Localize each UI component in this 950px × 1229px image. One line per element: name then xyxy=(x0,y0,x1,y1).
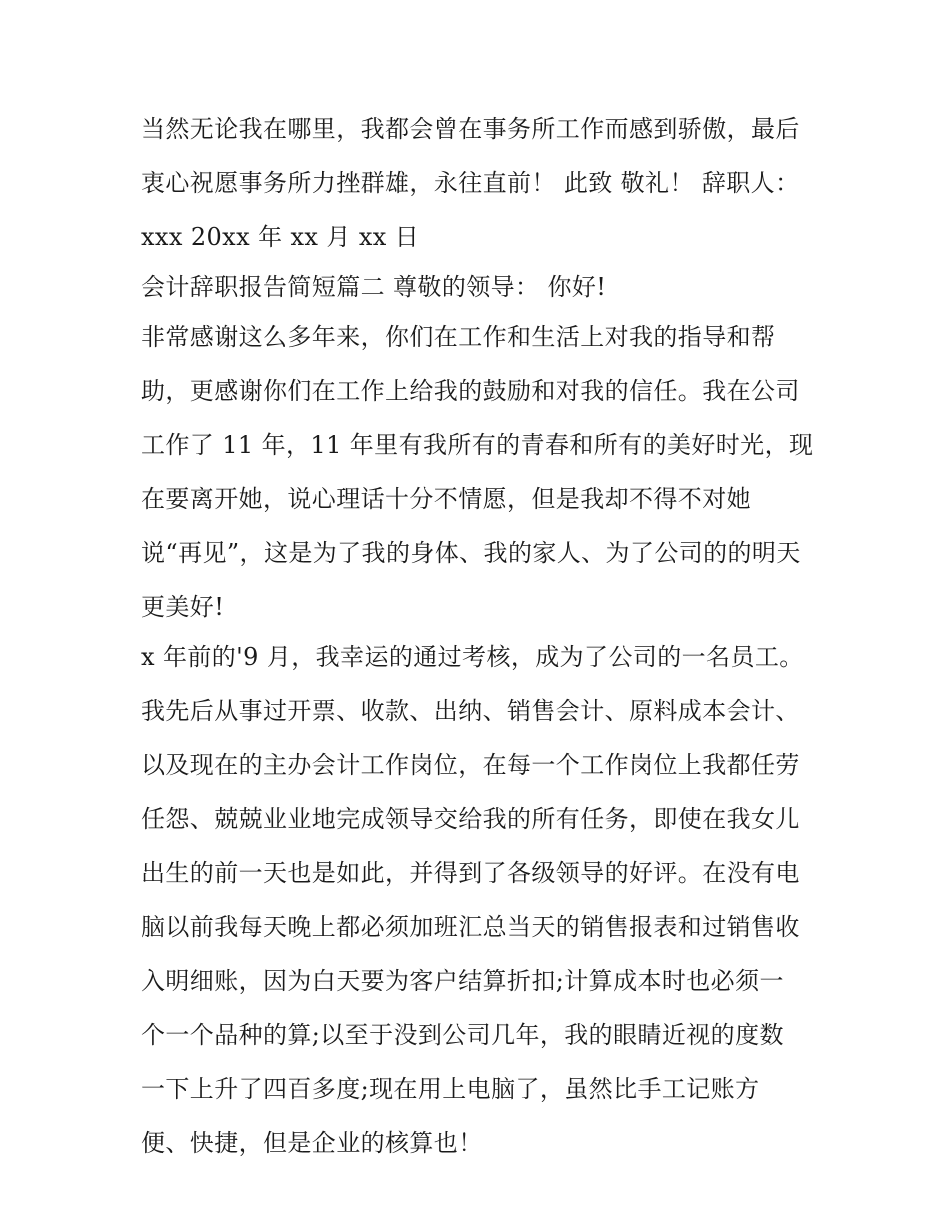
section-heading: 会计辞职报告简短篇二 尊敬的领导： 你好! xyxy=(141,273,607,301)
text-line: 任怨、兢兢业业地完成领导交给我的所有任务，即使在我女儿 xyxy=(141,805,800,833)
text-line: 入明细账，因为白天要为客户结算折扣;计算成本时也必须一 xyxy=(141,967,784,995)
text-line: 脑以前我每天晚上都必须加班汇总当天的销售报表和过销售收 xyxy=(141,913,800,941)
text-line: 说“再见”，这是为了我的身体、我的家人、为了公司的的明天 xyxy=(141,539,801,567)
text-line: 更美好! xyxy=(141,593,225,621)
text-line: 一下上升了四百多度;现在用上电脑了，虽然比手工记账方 xyxy=(141,1075,760,1103)
text-line: 出生的前一天也是如此，并得到了各级领导的好评。在没有电 xyxy=(141,859,800,887)
text-line: 我先后从事过开票、收款、出纳、销售会计、原料成本会计、 xyxy=(141,697,800,725)
text-line: 便、快捷，但是企业的核算也！ xyxy=(141,1129,483,1157)
text-line: 衷心祝愿事务所力挫群雄，永往直前！ 此致 敬礼！ 辞职人： xyxy=(141,169,800,197)
text-line: 助，更感谢你们在工作上给我的鼓励和对我的信任。我在公司 xyxy=(141,377,800,405)
text-line: 当然无论我在哪里，我都会曾在事务所工作而感到骄傲，最后 xyxy=(141,115,800,143)
text-line: 个一个品种的算;以至于没到公司几年，我的眼睛近视的度数 xyxy=(141,1021,784,1049)
date-line: xxx 20xx 年 xx 月 xx 日 xyxy=(141,223,420,251)
text-line: 在要离开她，说心理话十分不情愿，但是我却不得不对她 xyxy=(141,485,751,513)
text-line: 以及现在的主办会计工作岗位，在每一个工作岗位上我都任劳 xyxy=(141,751,800,779)
text-line: x 年前的'9 月，我幸运的通过考核，成为了公司的一名员工。 xyxy=(141,643,804,671)
text-line: 非常感谢这么多年来，你们在工作和生活上对我的指导和帮 xyxy=(141,323,776,351)
document-body xyxy=(141,106,831,1174)
text-line: 工作了 11 年，11 年里有我所有的青春和所有的美好时光，现 xyxy=(141,431,814,459)
